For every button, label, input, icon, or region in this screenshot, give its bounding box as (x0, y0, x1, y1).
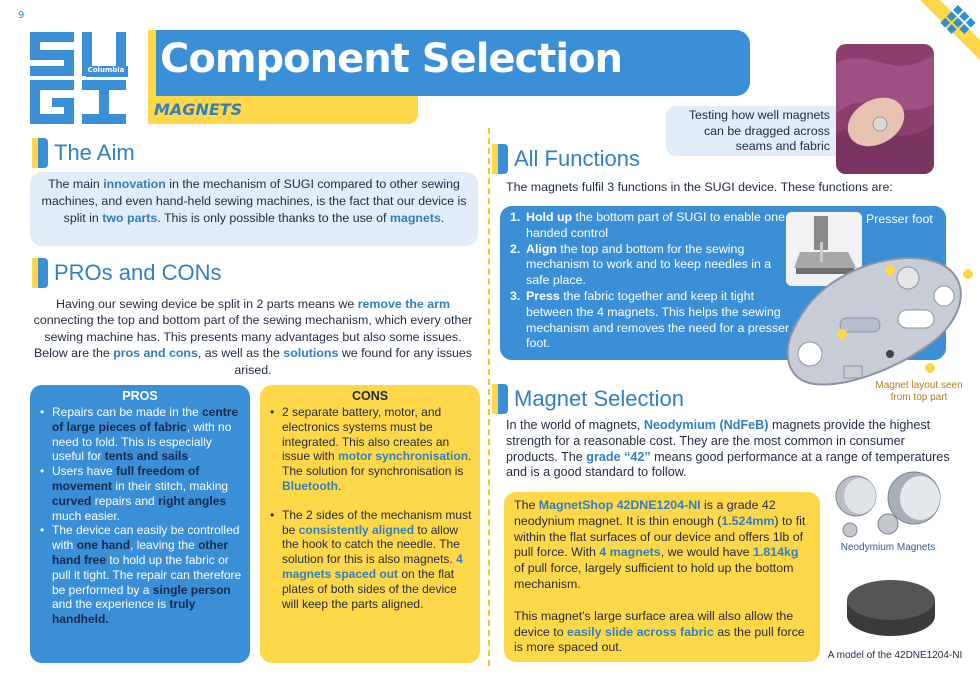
title-banner (148, 30, 750, 96)
cons-box (260, 385, 480, 663)
column-divider (488, 128, 490, 666)
magnet-selection-text: In the world of magnets, Neodymium (NdFeB) magnets provide the highest strength for a reasonable cost. They are the most common in consumer products. The grade “42” means good performance at a range of temperatures and is a good standard to follow. (506, 418, 950, 480)
aim-text: The main innovation in the mechanism of SUGI compared to other sewing machines, and even hand-held sewing machines, is the fact that our device is split in two parts. This is only possible thanks to the use of magnets. (30, 172, 478, 246)
magnet-spec-paragraph: The MagnetShop 42DNE1204-NI is a grade 42 neodynium magnet. It is thin enough (1.524mm) to fit within the flat surfaces of our device and offers 1lb of pull force. With 4 magnets, we would have 1.814kg of pull force, largely sufficient to hold up the bottom mechanism. (514, 498, 806, 591)
function-item: 3. Press the fabric together and keep it tight between the 4 magnets. This helps the sewing mechanism and removes the need for a presser foot. (510, 288, 790, 351)
cons-title: CONS (351, 389, 389, 403)
function-item: 2. Align the top and bottom for the sewing mechanism to work and to keep needles in a safe place. (510, 241, 772, 288)
magnet-model-image (836, 564, 946, 646)
model-caption: A model of the 42DNE1204-NI (827, 650, 963, 661)
pros-cons-text: Having our sewing device be split in 2 parts means we remove the arm connecting the top and bottom part of the sewing mechanism, which every other sewing machine has. This presents many advantages but also some issues. Below are the pros and cons, as well as the solutions we found for any issues arised. (33, 297, 473, 377)
function-item: 1. Hold up the bottom part of SUGI to enable one handed control (510, 210, 785, 240)
pros-box (30, 385, 250, 663)
testing-caption: Testing how well magnets can be dragged across seams and fabric (666, 106, 836, 156)
neodymium-magnets-image (830, 466, 960, 540)
pros-cons-heading: PROs and CONs (32, 258, 222, 288)
neodymium-caption: Neodymium Magnets (840, 542, 936, 553)
logo-badge: Columbia (87, 66, 125, 74)
presser-foot-label: Presser foot (866, 212, 933, 226)
pros-item: • Repairs can be made in the centre of large pieces of fabric, with no need to fold. This is especially useful for tents and sails. (38, 405, 242, 464)
magnet-surface-paragraph: This magnet's large surface area will also allow the device to easily slide across fabric as the pull force is more spaced out. (514, 608, 805, 655)
functions-list (510, 210, 792, 352)
functions-heading: All Functions (492, 144, 640, 174)
layout-caption: Magnet layout seen from top part (875, 380, 963, 403)
pros-title: PROS (122, 389, 158, 403)
functions-intro: The magnets fulfil 3 functions in the SUGI device. These functions are: (506, 180, 893, 194)
page-subtitle: MAGNETS (154, 100, 243, 119)
pros-item: • Users have full freedom of movement in their stitch, making curved repairs and right angles much easier. (38, 464, 242, 523)
page-title: Component Selection (160, 36, 623, 82)
page-number: 9 (18, 10, 25, 21)
magnet-selection-heading: Magnet Selection (492, 384, 684, 414)
sugi-logo (28, 30, 128, 126)
magnet-selection-box (504, 492, 820, 662)
cons-item: • 2 separate battery, motor, and electronics systems must be integrated. This also creates an issue with motor synchronisation. The solution for synchronisation is Bluetooth. (268, 405, 472, 494)
pros-item: • The device can easily be controlled with one hand, leaving the other hand free to hold up the fabric or pull it tight. The repair can therefore be performed by a single person and the experience is truly handheld. (38, 523, 242, 627)
cons-item: • The 2 sides of the mechanism must be consistently aligned to allow the hook to catch the needle. The solution for this is also magnets. 4 magnets spaced out on the flat plates of both sides of the device will keep the parts aligned. (268, 508, 472, 612)
aim-heading: The Aim (32, 138, 135, 168)
fabric-test-photo (836, 44, 934, 174)
subtitle-banner (148, 96, 418, 124)
